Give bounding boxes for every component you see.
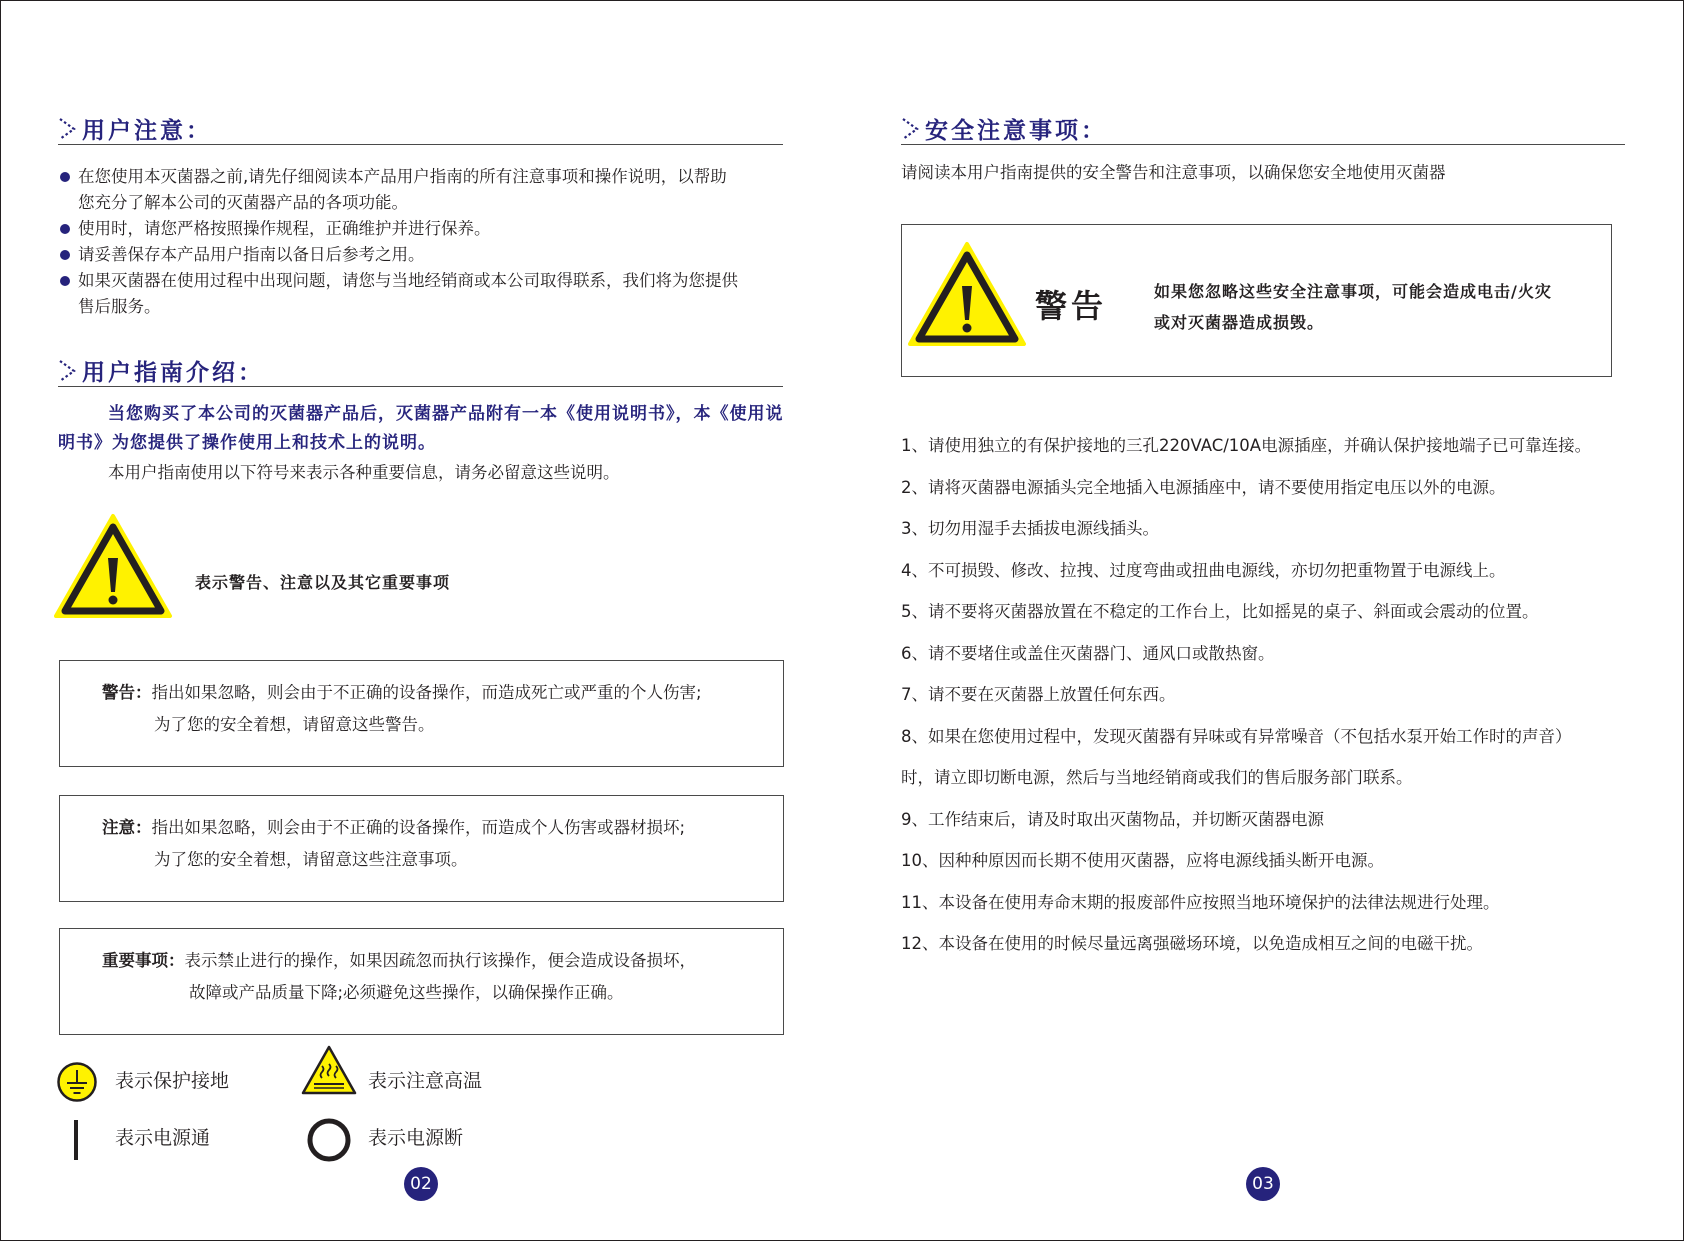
legend-power-on-label: 表示电源通 — [115, 1127, 211, 1149]
power-on-icon — [74, 1120, 78, 1160]
caution-notice-box — [59, 795, 784, 902]
safety-item: 11、本设备在使用寿命末期的报废部件应按照当地环境保护的法律法规进行处理。 — [901, 892, 1500, 912]
bullet-icon — [60, 172, 70, 182]
chevron-arrow-icon — [58, 116, 78, 142]
guide-intro-heading — [58, 354, 264, 387]
safety-item: 4、不可损毁、修改、拉拽、过度弯曲或扭曲电源线，亦切勿把重物置于电源线上。 — [901, 560, 1506, 580]
notice-label: 注意： — [102, 818, 152, 837]
user-notice-list — [58, 164, 788, 320]
list-item — [58, 268, 788, 320]
section-title: 用户注意： — [82, 118, 212, 144]
notice-text: 指出如果忽略，则会由于不正确的设备操作，而造成死亡或严重的个人伤害; — [151, 683, 702, 702]
safety-intro: 请阅读本用户指南提供的安全警告和注意事项，以确保您安全地使用灭菌器 — [901, 163, 1446, 182]
safety-item: 时，请立即切断电源，然后与当地经销商或我们的售后服务部门联系。 — [901, 768, 1413, 787]
safety-item: 6、请不要堵住或盖住灭菌器门、通风口或散热窗。 — [901, 643, 1275, 663]
safety-item: 2、请将灭菌器电源插头完全地插入电源插座中，请不要使用指定电压以外的电源。 — [901, 477, 1506, 497]
warning-message — [1154, 276, 1552, 338]
hot-surface-icon — [300, 1044, 358, 1096]
notice-line — [102, 815, 685, 841]
bullet-icon — [60, 250, 70, 260]
legend-ground-label: 表示保护接地 — [115, 1070, 230, 1092]
intro-line: 本用户指南使用以下符号来表示各种重要信息，请务必留意这些说明。 — [108, 463, 620, 482]
divider — [58, 386, 783, 387]
warning-triangle-icon — [906, 240, 1028, 348]
legend-power-off-label: 表示电源断 — [368, 1127, 464, 1149]
page-number: 03 — [1246, 1167, 1280, 1201]
safety-item: 5、请不要将灭菌器放置在不稳定的工作台上，比如摇晃的桌子、斜面或会震动的位置。 — [901, 602, 1539, 621]
important-notice-box — [59, 928, 784, 1035]
notice-text: 表示禁止进行的操作，如果因疏忽而执行该操作，便会造成设备损坏， — [184, 951, 696, 970]
notice-text: 为了您的安全着想，请留意这些警告。 — [154, 715, 435, 734]
list-item-text: 使用时，请您严格按照操作规程，正确维护并进行保养。 — [78, 219, 491, 238]
list-item-text: 您充分了解本公司的灭菌器产品的各项功能。 — [78, 193, 408, 212]
user-notice-heading — [58, 112, 212, 145]
list-item-text: 如果灭菌器在使用过程中出现问题，请您与当地经销商或本公司取得联系，我们将为您提供 — [78, 271, 738, 290]
bullet-icon — [60, 276, 70, 286]
list-item — [58, 216, 788, 242]
chevron-arrow-icon — [58, 358, 78, 384]
list-item-text: 请妥善保存本产品用户指南以备日后参考之用。 — [78, 245, 425, 264]
safety-item: 3、切勿用湿手去插拔电源线插头。 — [901, 519, 1159, 538]
notice-line — [102, 948, 696, 974]
safety-item: 8、如果在您使用过程中，发现灭菌器有异味或有异常噪音（不包括水泵开始工作时的声音） — [901, 726, 1572, 746]
list-item — [58, 242, 788, 268]
chevron-arrow-icon — [901, 116, 921, 142]
legend-hot-label: 表示注意高温 — [368, 1070, 483, 1092]
symbol-caption: 表示警告、注意以及其它重要事项 — [195, 573, 451, 592]
warning-word: 警告 — [1035, 287, 1108, 325]
notice-text: 指出如果忽略，则会由于不正确的设备操作，而造成个人伤害或器材损坏; — [151, 818, 686, 837]
power-off-icon — [306, 1117, 352, 1163]
safety-item: 1、请使用独立的有保护接地的三孔220VAC/10A电源插座，并确认保护接地端子已可靠连接。 — [901, 436, 1592, 455]
safety-item: 10、因种种原因而长期不使用灭菌器，应将电源线插头断开电源。 — [901, 851, 1384, 870]
safety-item: 7、请不要在灭菌器上放置任何东西。 — [901, 685, 1176, 704]
protective-ground-icon — [56, 1061, 98, 1103]
list-item-text: 在您使用本灭菌器之前,请先仔细阅读本产品用户指南的所有注意事项和操作说明，以帮助 — [78, 167, 727, 186]
list-item — [58, 164, 788, 216]
list-item-text: 售后服务。 — [78, 297, 161, 316]
notice-text: 故障或产品质量下降;必须避免这些操作，以确保操作正确。 — [189, 983, 624, 1002]
notice-text: 为了您的安全着想，请留意这些注意事项。 — [154, 850, 468, 869]
divider — [58, 144, 783, 145]
notice-label: 警告： — [102, 683, 152, 702]
notice-line — [102, 680, 702, 706]
section-title: 安全注意事项： — [925, 118, 1107, 144]
safety-list — [901, 425, 1631, 965]
notice-label: 重要事项： — [102, 951, 185, 970]
safety-heading — [901, 112, 1107, 145]
bullet-icon — [60, 224, 70, 234]
warning-line: 如果您忽略这些安全注意事项，可能会造成电击/火灾 — [1154, 282, 1552, 301]
page-number: 02 — [404, 1167, 438, 1201]
section-title: 用户指南介绍： — [82, 360, 264, 386]
safety-item: 9、工作结束后，请及时取出灭菌物品，并切断灭菌器电源 — [901, 809, 1324, 829]
intro-paragraph: 当您购买了本公司的灭菌器产品后，灭菌器产品附有一本《使用说明书》，本《使用说明书》为您提供了操作使用上和技术上的说明。 — [58, 404, 784, 453]
safety-item: 12、本设备在使用的时候尽量远离强磁场环境，以免造成相互之间的电磁干扰。 — [901, 934, 1483, 953]
warning-line: 或对灭菌器造成损毁。 — [1154, 313, 1325, 332]
warning-notice-box — [59, 660, 784, 767]
warning-triangle-icon — [52, 512, 174, 620]
divider — [901, 144, 1625, 145]
